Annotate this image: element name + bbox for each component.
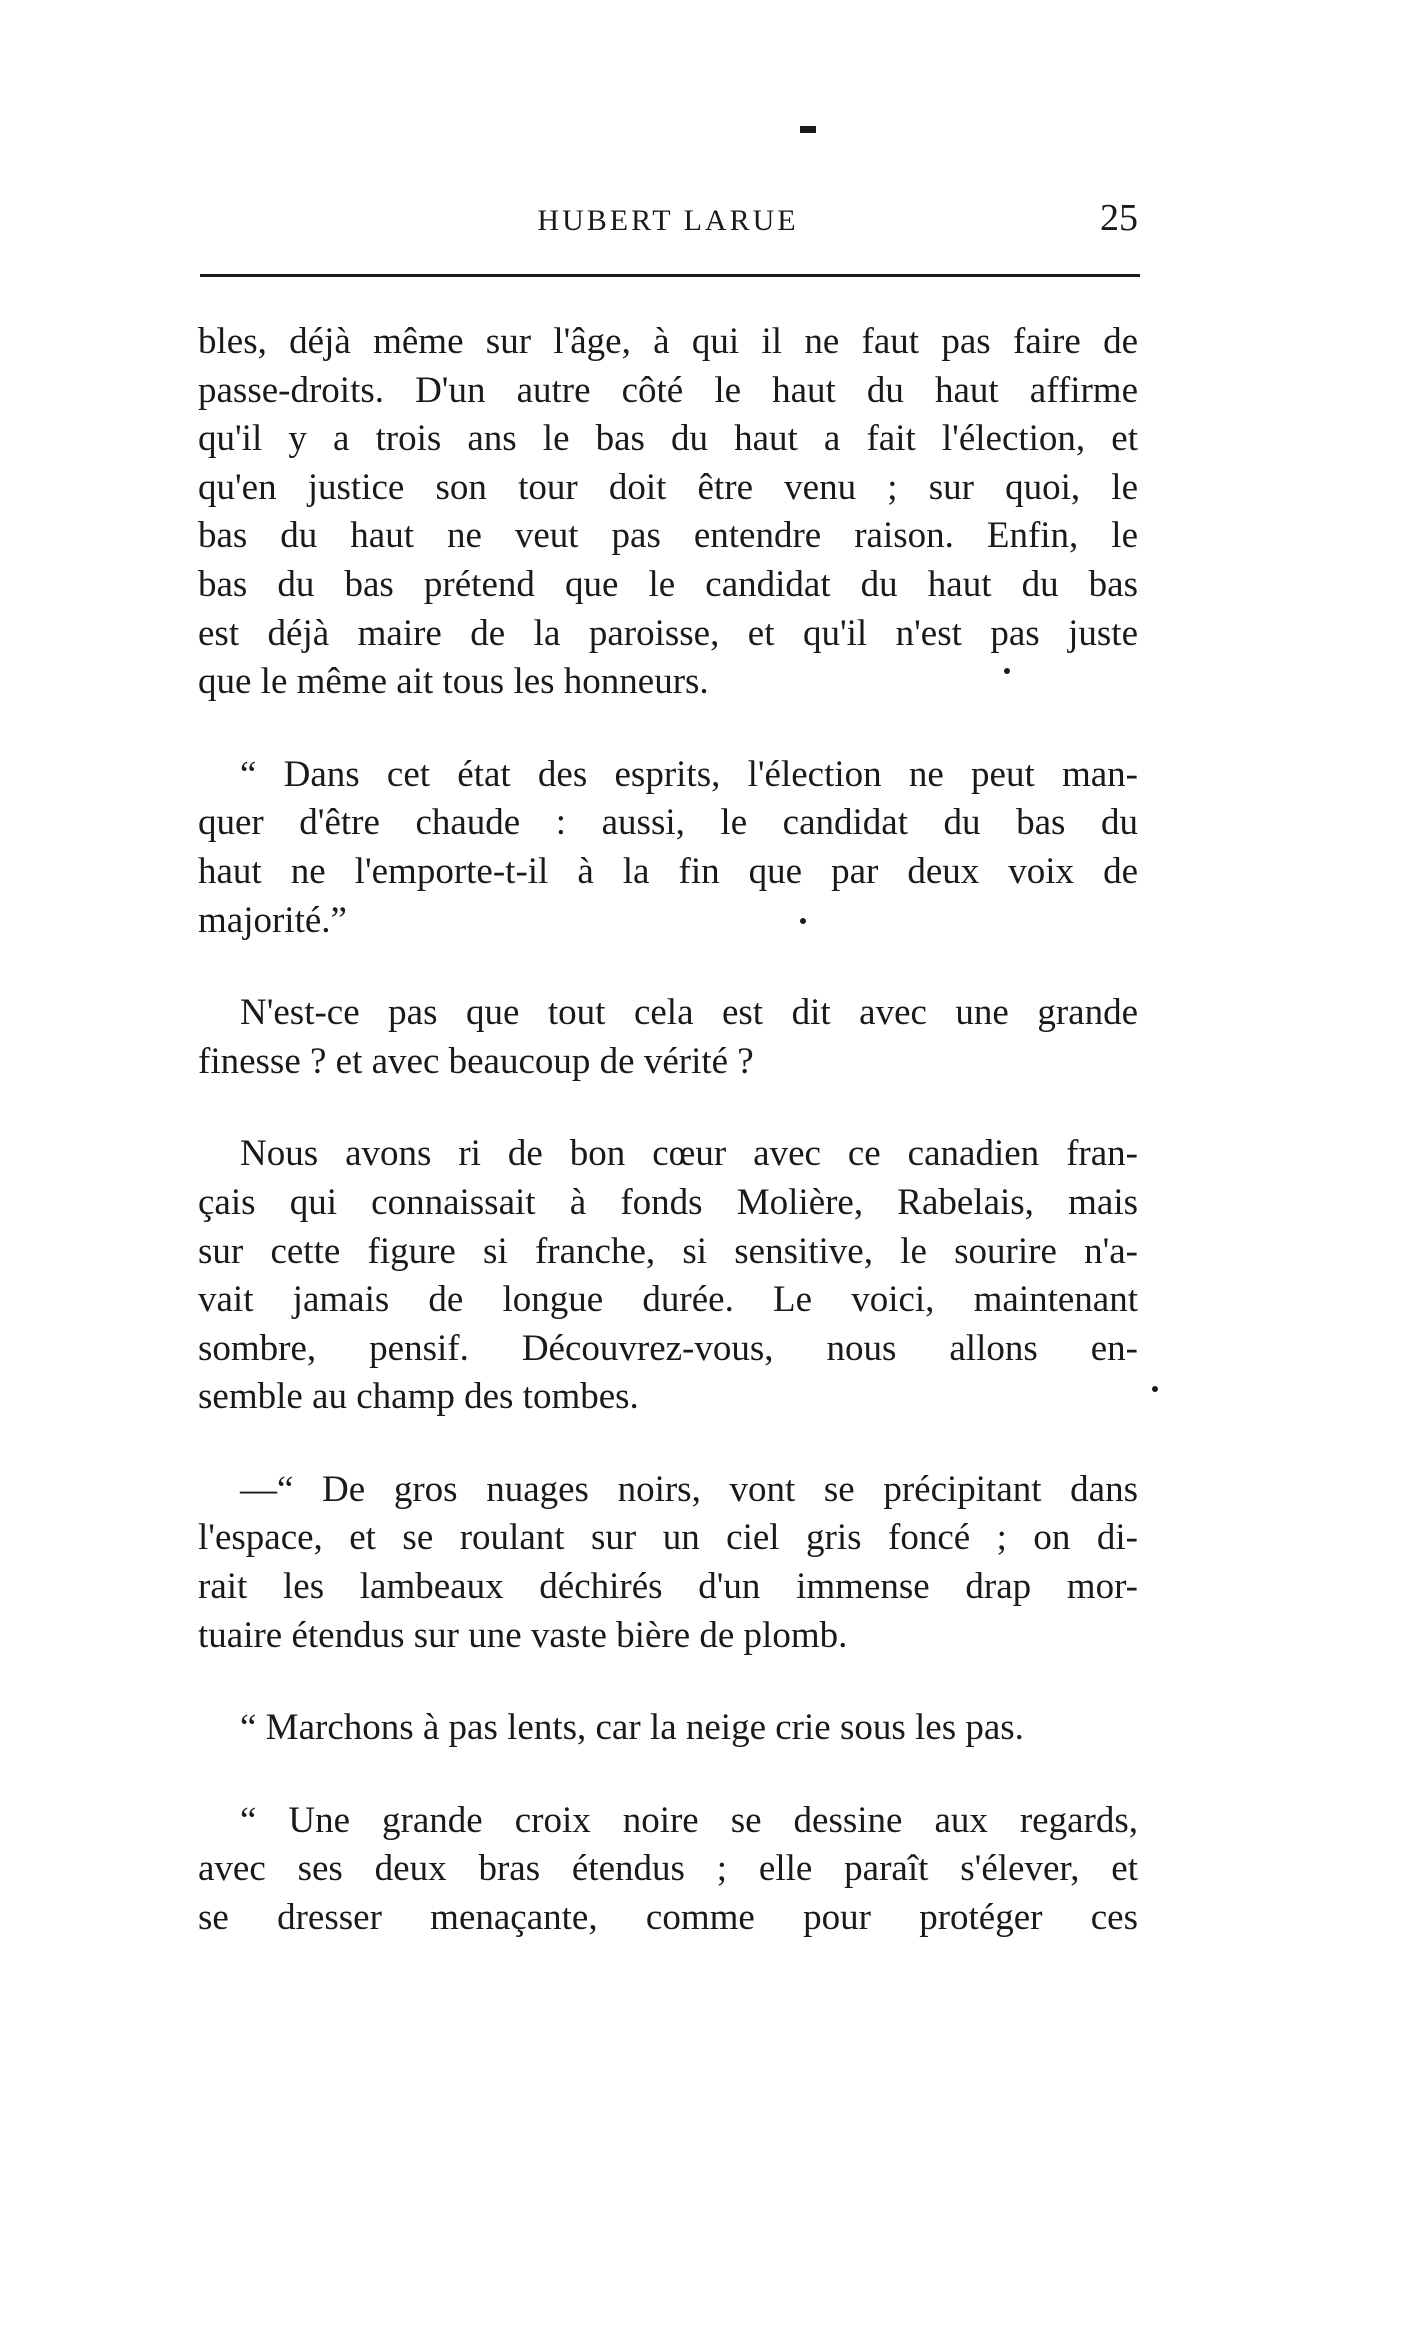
paragraph xyxy=(198,989,1138,1086)
stray-ink-dot xyxy=(1004,668,1010,674)
text-line: vait jamais de longue durée. Le voici, maintenant xyxy=(198,1279,1138,1321)
text-line: avec ses deux bras étendus ; elle paraît s'élever, et xyxy=(198,1848,1138,1890)
page-number: 25 xyxy=(1100,197,1138,239)
text-line: bas du haut ne veut pas entendre raison. Enfin, le xyxy=(198,515,1138,557)
text-line: tuaire étendus sur une vaste bière de plomb. xyxy=(198,1614,848,1656)
text-line: rait les lambeaux déchirés d'un immense drap mor- xyxy=(198,1566,1138,1608)
text-line: sur cette figure si franche, si sensitive, le sourire n'a- xyxy=(198,1230,1138,1272)
text-line: N'est-ce pas que tout cela est dit avec une grande xyxy=(240,992,1138,1034)
text-line: çais qui connaissait à fonds Molière, Rabelais, mais xyxy=(198,1181,1138,1223)
text-line: finesse ? et avec beaucoup de vérité ? xyxy=(198,1040,754,1082)
text-line: semble au champ des tombes. xyxy=(198,1376,639,1418)
text-line: “ Une grande croix noire se dessine aux regards, xyxy=(240,1799,1138,1841)
text-line: “ Marchons à pas lents, car la neige crie sous les pas. xyxy=(240,1707,1024,1749)
text-line: bas du bas prétend que le candidat du haut du bas xyxy=(198,563,1138,605)
text-line: l'espace, et se roulant sur un ciel gris foncé ; on di- xyxy=(198,1517,1138,1559)
running-title: HUBERT LARUE xyxy=(537,204,799,237)
paragraph xyxy=(198,1466,1138,1660)
text-line: sombre, pensif. Découvrez-vous, nous allons en- xyxy=(198,1327,1138,1369)
body-text xyxy=(198,318,1138,1943)
paragraph xyxy=(198,1704,1138,1753)
text-line: haut ne l'emporte-t-il à la fin que par deux voix de xyxy=(198,850,1138,892)
text-line: est déjà maire de la paroisse, et qu'il n'est pas juste xyxy=(198,612,1138,654)
stray-ink-dot xyxy=(800,918,806,924)
text-line: Nous avons ri de bon cœur avec ce canadien fran- xyxy=(240,1133,1138,1175)
paragraph xyxy=(198,1130,1138,1422)
paragraph xyxy=(198,318,1138,707)
stray-ink-dot xyxy=(1152,1386,1158,1392)
running-head xyxy=(198,196,1138,246)
text-line: quer d'être chaude : aussi, le candidat du bas du xyxy=(198,802,1138,844)
paragraph xyxy=(198,1797,1138,1943)
paragraph xyxy=(198,751,1138,945)
header-rule xyxy=(200,274,1140,277)
text-line: —“ De gros nuages noirs, vont se précipitant dans xyxy=(240,1468,1138,1510)
top-ink-mark xyxy=(800,126,816,133)
text-line: majorité.” xyxy=(198,899,347,941)
text-line: que le même ait tous les honneurs. xyxy=(198,661,709,703)
text-line: passe-droits. D'un autre côté le haut du haut affirme xyxy=(198,369,1138,411)
text-line: “ Dans cet état des esprits, l'élection ne peut man- xyxy=(240,753,1138,795)
text-line: qu'il y a trois ans le bas du haut a fait l'élection, et xyxy=(198,418,1138,460)
text-line: se dresser menaçante, comme pour protéger ces xyxy=(198,1897,1138,1939)
text-line: bles, déjà même sur l'âge, à qui il ne faut pas faire de xyxy=(198,321,1138,362)
text-line: qu'en justice son tour doit être venu ; sur quoi, le xyxy=(198,466,1138,508)
